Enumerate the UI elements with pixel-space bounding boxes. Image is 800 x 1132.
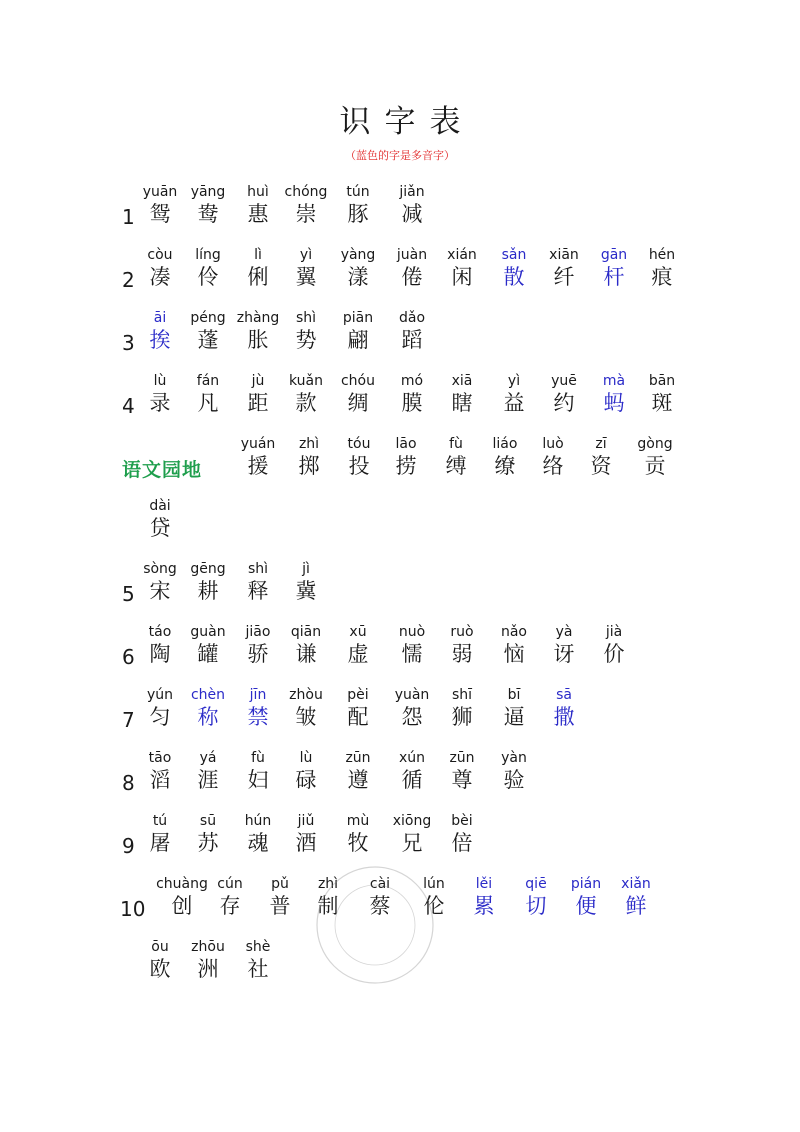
pinyin: chóng [284,184,328,200]
pinyin: lún [423,876,445,892]
hanzi: 洲 [197,957,219,981]
pinyin: lāo [395,436,417,452]
pinyin: bān [648,373,676,389]
hanzi: 绸 [347,391,369,415]
row-number: 7 [122,708,135,732]
pinyin: jiǎn [399,184,425,200]
row-number: 9 [122,834,135,858]
pinyin: fán [196,373,220,389]
character-entry [432,812,492,856]
pinyin: zhàng [236,310,280,326]
hanzi: 约 [553,391,575,415]
row-number: 2 [122,268,135,292]
hanzi: 皱 [295,705,317,729]
pinyin: tú [152,813,168,829]
pinyin: xiǎn [621,876,651,892]
table-row [0,686,800,736]
character-entry [432,623,492,667]
pinyin: yuān [142,184,178,200]
hanzi: 称 [197,705,219,729]
row-number: 4 [122,394,135,418]
character-entry [276,246,336,290]
pinyin: gān [600,247,628,263]
pinyin: zūn [449,750,475,766]
page-subtitle: （蓝色的字是多音字） [345,149,455,162]
pinyin: xiā [451,373,473,389]
hanzi: 罐 [197,642,219,666]
pinyin: fù [449,436,463,452]
pinyin: cún [217,876,243,892]
pinyin: yāng [190,184,226,200]
pinyin: huì [247,184,269,200]
pinyin: liáo [492,436,518,452]
row-number: 8 [122,771,135,795]
pinyin: mà [602,373,626,389]
character-entry [276,749,336,793]
table-row [0,246,800,296]
pinyin: sǎn [501,247,527,263]
character-entry [228,938,288,982]
pinyin: xū [349,624,367,640]
pinyin: shī [451,687,473,703]
table-row [0,183,800,233]
character-entry [571,435,631,479]
row-number: 3 [122,331,135,355]
pinyin: ruò [450,624,474,640]
hanzi: 逼 [503,705,525,729]
character-entry [328,183,388,227]
hanzi: 鲜 [625,894,647,918]
pinyin: mó [400,373,424,389]
table-row [0,749,800,799]
pinyin: xiōng [392,813,432,829]
hanzi: 蹈 [401,328,423,352]
hanzi: 耕 [197,579,219,603]
pinyin: jì [302,561,310,577]
pinyin: lěi [475,876,493,892]
pinyin: nuò [398,624,426,640]
hanzi: 虚 [347,642,369,666]
hanzi: 匀 [149,705,171,729]
character-entry [632,246,692,290]
character-entry [584,623,644,667]
character-entry [276,560,336,604]
hanzi: 贷 [149,516,171,540]
hanzi: 伶 [197,265,219,289]
hanzi: 资 [590,454,612,478]
hanzi: 倦 [401,265,423,289]
hanzi: 价 [603,642,625,666]
pinyin: nǎo [500,624,528,640]
pinyin: shì [247,561,269,577]
hanzi: 杆 [603,265,625,289]
polyphone-character [454,875,514,919]
pinyin: xián [447,247,477,263]
hanzi: 牧 [347,831,369,855]
pinyin: jiǔ [297,813,315,829]
hanzi: 蓬 [197,328,219,352]
pinyin: mù [346,813,370,829]
character-entry [432,686,492,730]
character-entry [625,435,685,479]
pinyin: yì [507,373,521,389]
hanzi: 社 [247,957,269,981]
hanzi: 恼 [503,642,525,666]
row-number: 5 [122,582,135,606]
hanzi: 距 [247,391,269,415]
character-entry [130,497,190,541]
hanzi: 凑 [149,265,171,289]
row-number: 1 [122,205,135,229]
character-entry [432,749,492,793]
pinyin: pǔ [271,876,289,892]
character-entry [382,309,442,353]
watermark-stamp [305,855,445,995]
pinyin: chuàng [156,876,208,892]
pinyin: lì [254,247,262,263]
hanzi: 尊 [451,768,473,792]
hanzi: 闲 [451,265,473,289]
hanzi: 释 [247,579,269,603]
hanzi: 投 [348,454,370,478]
pinyin: yuàn [394,687,430,703]
pinyin: zī [595,436,607,452]
hanzi: 蚂 [603,391,625,415]
hanzi: 挨 [149,328,171,352]
pinyin: dǎo [398,310,426,326]
hanzi: 鸯 [197,202,219,226]
character-entry [276,812,336,856]
pinyin: qiān [290,624,322,640]
hanzi: 陶 [149,642,171,666]
table-row [0,435,800,485]
hanzi: 冀 [295,579,317,603]
hanzi: 制 [317,894,339,918]
pinyin: gòng [637,436,673,452]
pinyin: shì [295,310,317,326]
hanzi: 款 [295,391,317,415]
hanzi: 兄 [401,831,423,855]
pinyin: kuǎn [288,373,323,389]
character-entry [328,372,388,416]
hanzi: 漾 [347,265,369,289]
pinyin: hén [648,247,676,263]
hanzi: 录 [149,391,171,415]
hanzi: 斑 [651,391,673,415]
hanzi: 缭 [494,454,516,478]
pinyin: āi [153,310,167,326]
hanzi: 势 [295,328,317,352]
table-row [0,560,800,610]
hanzi: 蔡 [369,894,391,918]
pinyin: hún [244,813,272,829]
hanzi: 伦 [423,894,445,918]
pinyin: dài [149,498,171,514]
pinyin: yún [146,687,174,703]
hanzi: 崇 [295,202,317,226]
pinyin: juàn [396,247,428,263]
pinyin: sòng [143,561,177,577]
pinyin: zhòu [289,687,323,703]
hanzi: 贡 [644,454,666,478]
pinyin: tóu [347,436,371,452]
hanzi: 膜 [401,391,423,415]
hanzi: 遵 [347,768,369,792]
pinyin: zhì [317,876,339,892]
section-label: 语文园地 [122,459,203,481]
pinyin: lù [299,750,313,766]
row-number: 10 [120,897,146,921]
pinyin: xiān [549,247,579,263]
hanzi: 豚 [347,202,369,226]
hanzi: 缚 [445,454,467,478]
pinyin: qiē [525,876,547,892]
pinyin: yà [555,624,573,640]
hanzi: 宋 [149,579,171,603]
hanzi: 怨 [401,705,423,729]
pinyin: cài [369,876,391,892]
pinyin: tāo [148,750,172,766]
character-entry [484,749,544,793]
character-entry [328,246,388,290]
hanzi: 配 [347,705,369,729]
row-number: 6 [122,645,135,669]
hanzi: 瞎 [451,391,473,415]
hanzi: 援 [247,454,269,478]
hanzi: 狮 [451,705,473,729]
pinyin: shè [245,939,271,955]
character-entry [432,246,492,290]
pinyin: jiāo [245,624,271,640]
character-entry [276,623,336,667]
character-entry [382,183,442,227]
pinyin: yuán [240,436,276,452]
pinyin: sū [199,813,217,829]
hanzi: 络 [542,454,564,478]
polyphone-character [534,686,594,730]
hanzi: 循 [401,768,423,792]
hanzi: 弱 [451,642,473,666]
hanzi: 魂 [247,831,269,855]
pinyin: jù [251,373,265,389]
pinyin: táo [148,624,172,640]
hanzi: 翩 [347,328,369,352]
pinyin: zūn [345,750,371,766]
hanzi: 惠 [247,202,269,226]
hanzi: 禁 [247,705,269,729]
hanzi: 累 [473,894,495,918]
pinyin: bèi [451,813,473,829]
pinyin: pèi [347,687,369,703]
character-entry [328,309,388,353]
hanzi: 谦 [295,642,317,666]
pinyin: jīn [249,687,267,703]
pinyin: tún [346,184,370,200]
pinyin: yá [199,750,217,766]
pinyin: jià [605,624,623,640]
table-row [0,497,800,547]
hanzi: 翼 [295,265,317,289]
pinyin: yuē [551,373,577,389]
pinyin: bī [507,687,521,703]
pinyin: zhōu [191,939,225,955]
pinyin: còu [147,247,173,263]
character-entry [276,309,336,353]
hanzi: 苏 [197,831,219,855]
hanzi: 捞 [395,454,417,478]
table-row [0,309,800,359]
character-entry [276,686,336,730]
polyphone-character [606,875,666,919]
pinyin: gēng [190,561,226,577]
hanzi: 鸳 [149,202,171,226]
hanzi: 减 [401,202,423,226]
pinyin: sā [556,687,572,703]
pinyin: xún [398,750,426,766]
hanzi: 懦 [401,642,423,666]
character-entry [432,372,492,416]
hanzi: 倍 [451,831,473,855]
hanzi: 俐 [247,265,269,289]
pinyin: yàn [501,750,527,766]
character-entry [328,749,388,793]
pinyin: chèn [190,687,226,703]
pinyin: guàn [190,624,226,640]
hanzi: 酒 [295,831,317,855]
pinyin: chóu [340,373,375,389]
hanzi: 碌 [295,768,317,792]
pinyin: ōu [151,939,169,955]
pinyin: luò [542,436,564,452]
hanzi: 屠 [149,831,171,855]
hanzi: 存 [219,894,241,918]
hanzi: 创 [171,894,193,918]
character-entry [276,372,336,416]
hanzi: 掷 [298,454,320,478]
hanzi: 涯 [197,768,219,792]
hanzi: 撒 [553,705,575,729]
hanzi: 骄 [247,642,269,666]
hanzi: 胀 [247,328,269,352]
hanzi: 讶 [553,642,575,666]
pinyin: pián [570,876,602,892]
hanzi: 验 [503,768,525,792]
table-row [0,372,800,422]
character-entry [328,623,388,667]
hanzi: 痕 [651,265,673,289]
hanzi: 散 [503,265,525,289]
character-entry [328,686,388,730]
hanzi: 便 [575,894,597,918]
hanzi: 妇 [247,768,269,792]
pinyin: líng [195,247,221,263]
pinyin: yì [299,247,313,263]
hanzi: 益 [503,391,525,415]
hanzi: 纤 [553,265,575,289]
pinyin: piān [342,310,374,326]
character-entry [276,183,336,227]
table-row [0,623,800,673]
character-entry [632,372,692,416]
hanzi: 切 [525,894,547,918]
hanzi: 欧 [149,957,171,981]
pinyin: zhì [298,436,320,452]
hanzi: 滔 [149,768,171,792]
character-entry [328,812,388,856]
pinyin: fù [251,750,265,766]
pinyin: lù [153,373,167,389]
pinyin: yàng [340,247,376,263]
hanzi: 普 [269,894,291,918]
pinyin: péng [190,310,226,326]
hanzi: 凡 [197,391,219,415]
page-title: 识字表 [339,104,475,140]
